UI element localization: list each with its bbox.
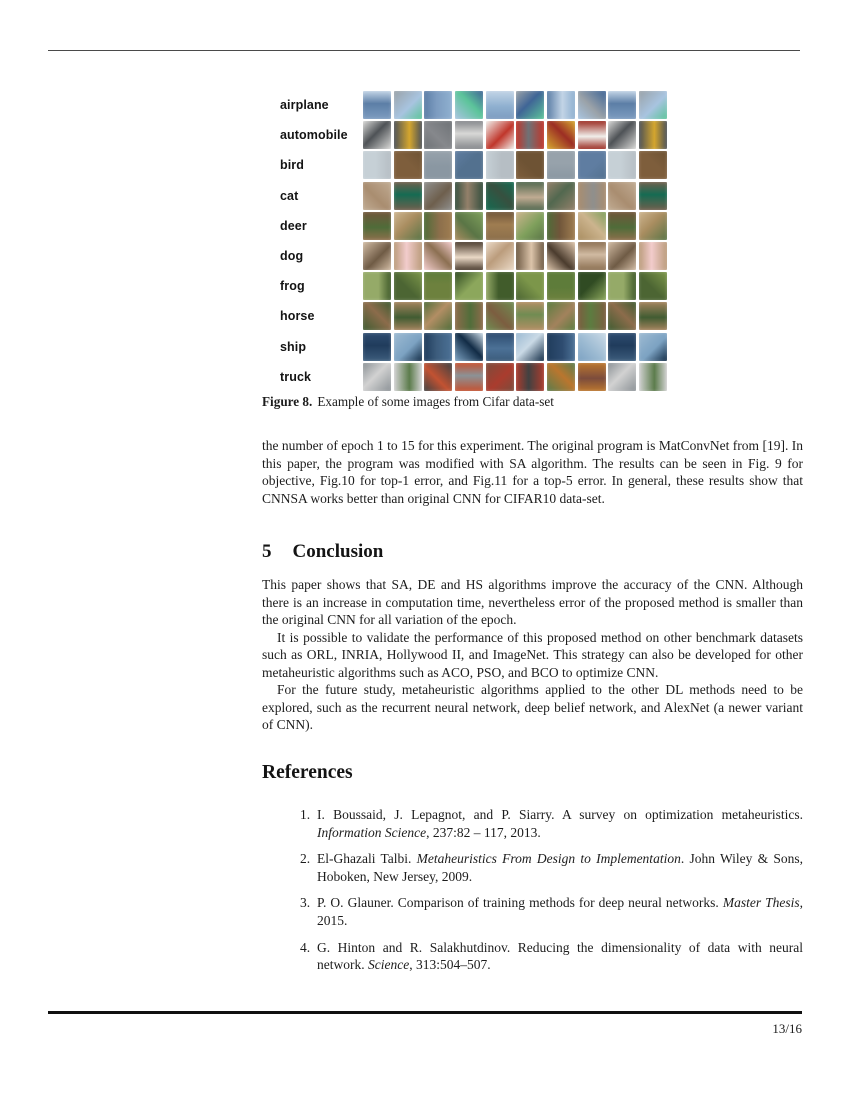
cifar-thumbnail	[486, 363, 514, 391]
thumbnail-strip	[363, 333, 667, 361]
cifar-thumbnail	[424, 333, 452, 361]
cifar-thumbnail	[455, 182, 483, 210]
conclusion-text	[262, 576, 803, 734]
reference-item	[262, 806, 803, 841]
cifar-thumbnail	[608, 333, 636, 361]
class-label: deer	[280, 218, 307, 233]
cifar-thumbnail	[608, 363, 636, 391]
reference-venue: Metaheuristics From Design to Implementation	[416, 851, 681, 867]
cifar-thumbnail	[394, 242, 422, 270]
cifar-thumbnail	[516, 151, 544, 179]
cifar-thumbnail	[578, 151, 606, 179]
figure-row	[280, 91, 667, 119]
thumbnail-strip	[363, 302, 667, 330]
cifar-thumbnail	[639, 302, 667, 330]
cifar-thumbnail	[639, 333, 667, 361]
references-list	[262, 806, 803, 983]
figure-caption	[262, 394, 803, 410]
cifar-thumbnail	[486, 242, 514, 270]
reference-text: I. Boussaid, J. Lepagnot, and P. Siarry. A survey on optimization metaheuristics.	[317, 807, 803, 822]
figure-row	[280, 121, 667, 149]
cifar-thumbnail	[547, 182, 575, 210]
class-label: dog	[280, 248, 304, 263]
header-rule	[48, 50, 800, 51]
cifar-thumbnail	[516, 302, 544, 330]
cifar-thumbnail	[424, 242, 452, 270]
cifar-thumbnail	[608, 91, 636, 119]
class-label: cat	[280, 188, 299, 203]
cifar-thumbnail	[424, 363, 452, 391]
figure-row	[280, 333, 667, 361]
cifar-thumbnail	[578, 91, 606, 119]
cifar-thumbnail	[608, 212, 636, 240]
cifar-thumbnail	[547, 363, 575, 391]
section-title: Conclusion	[292, 541, 384, 562]
cifar-thumbnail	[363, 151, 391, 179]
reference-text: , 237:82 – 117, 2013.	[426, 824, 541, 840]
cifar-thumbnail	[424, 91, 452, 119]
thumbnail-strip	[363, 121, 667, 149]
cifar-thumbnail	[455, 242, 483, 270]
cifar-thumbnail	[363, 91, 391, 119]
references-heading: References	[262, 762, 353, 783]
reference-text: , 313:504–507.	[409, 957, 491, 973]
figure-row	[280, 363, 667, 391]
cifar-thumbnail	[394, 363, 422, 391]
cifar-thumbnail	[547, 272, 575, 300]
cifar-thumbnail	[578, 182, 606, 210]
cifar-thumbnail	[455, 333, 483, 361]
cifar-thumbnail	[486, 333, 514, 361]
cifar-thumbnail	[394, 121, 422, 149]
cifar-thumbnail	[455, 121, 483, 149]
cifar-thumbnail	[455, 212, 483, 240]
footer-rule	[48, 1011, 802, 1014]
reference-number: 2.	[300, 851, 311, 867]
reference-text: G. Hinton and R. Salakhutdinov. Reducing the dimensionality of data with neural network.	[317, 939, 803, 973]
cifar-thumbnail	[363, 121, 391, 149]
reference-venue: Information Science	[317, 824, 427, 840]
cifar-thumbnail	[639, 121, 667, 149]
reference-number: 3.	[300, 895, 311, 911]
cifar-thumbnail	[394, 212, 422, 240]
cifar-thumbnail	[455, 302, 483, 330]
cifar-thumbnail	[516, 121, 544, 149]
cifar-thumbnail	[394, 91, 422, 119]
cifar-thumbnail	[639, 363, 667, 391]
cifar-thumbnail	[363, 242, 391, 270]
cifar-thumbnail	[363, 302, 391, 330]
cifar-thumbnail	[394, 333, 422, 361]
paragraph: For the future study, metaheuristic algorithms applied to the other DL methods need to be explored, such as the recurrent neural network, deep belief network, and AlexNet (a newer variant of CNN).	[262, 682, 803, 732]
thumbnail-strip	[363, 182, 667, 210]
reference-venue: Master Thesis	[722, 895, 800, 911]
cifar-thumbnail	[516, 91, 544, 119]
section-number: 5	[262, 541, 272, 562]
class-label: airplane	[280, 98, 329, 112]
cifar-thumbnail	[578, 272, 606, 300]
cifar-thumbnail	[578, 363, 606, 391]
reference-number: 1.	[300, 807, 311, 822]
cifar-thumbnail	[424, 272, 452, 300]
cifar-thumbnail	[516, 182, 544, 210]
cifar-figure	[280, 91, 667, 393]
cifar-thumbnail	[455, 363, 483, 391]
section-heading-conclusion	[262, 541, 383, 563]
cifar-thumbnail	[547, 212, 575, 240]
cifar-thumbnail	[578, 302, 606, 330]
cifar-thumbnail	[578, 333, 606, 361]
cifar-thumbnail	[639, 182, 667, 210]
class-label: truck	[280, 369, 312, 384]
cifar-thumbnail	[639, 91, 667, 119]
cifar-thumbnail	[363, 272, 391, 300]
class-label: ship	[280, 339, 307, 354]
figure-caption-text: Example of some images from Cifar data-set	[317, 394, 554, 409]
figure-row	[280, 151, 667, 179]
cifar-thumbnail	[363, 363, 391, 391]
cifar-thumbnail	[486, 302, 514, 330]
cifar-thumbnail	[639, 151, 667, 179]
cifar-thumbnail	[578, 121, 606, 149]
cifar-thumbnail	[608, 182, 636, 210]
cifar-thumbnail	[639, 212, 667, 240]
page-number: 13/16	[772, 1021, 802, 1036]
figure-row	[280, 272, 667, 300]
cifar-thumbnail	[608, 302, 636, 330]
figure-row	[280, 182, 667, 210]
cifar-thumbnail	[578, 242, 606, 270]
cifar-thumbnail	[608, 121, 636, 149]
paragraph-intro: the number of epoch 1 to 15 for this experiment. The original program is MatConvNet from [19]. In this paper, the program was modified with SA algorithm. The results can be seen in Fig. 9 for objective, Fig.10 for top-1 error, and Fig.11 for a top-5 error. In general, these results show that CNNSA works better than original CNN for CIFAR10 data-set.	[262, 438, 803, 506]
cifar-thumbnail	[455, 151, 483, 179]
cifar-thumbnail	[516, 212, 544, 240]
class-label: bird	[280, 158, 305, 173]
cifar-thumbnail	[486, 272, 514, 300]
cifar-thumbnail	[486, 151, 514, 179]
cifar-thumbnail	[578, 212, 606, 240]
cifar-thumbnail	[516, 272, 544, 300]
figure-row	[280, 242, 667, 270]
reference-text: El-Ghazali Talbi.	[317, 851, 417, 867]
cifar-thumbnail	[547, 333, 575, 361]
cifar-thumbnail	[639, 242, 667, 270]
thumbnail-strip	[363, 242, 667, 270]
paragraph: This paper shows that SA, DE and HS algorithms improve the accuracy of the CNN. Although there is an increase in computation time, nevertheless error of the proposed method is smaller than the original CNN for all variation of the epoch.	[262, 577, 803, 627]
cifar-thumbnail	[547, 121, 575, 149]
cifar-thumbnail	[455, 272, 483, 300]
thumbnail-strip	[363, 151, 667, 179]
class-label: frog	[280, 279, 305, 294]
reference-item	[262, 894, 803, 929]
cifar-thumbnail	[547, 91, 575, 119]
reference-text: , 2015.	[317, 895, 803, 928]
thumbnail-strip	[363, 272, 667, 300]
figure-row	[280, 212, 667, 240]
cifar-thumbnail	[486, 121, 514, 149]
cifar-thumbnail	[516, 242, 544, 270]
cifar-thumbnail	[486, 212, 514, 240]
cifar-thumbnail	[516, 363, 544, 391]
cifar-thumbnail	[363, 212, 391, 240]
cifar-thumbnail	[424, 151, 452, 179]
cifar-thumbnail	[516, 333, 544, 361]
thumbnail-strip	[363, 91, 667, 119]
cifar-thumbnail	[608, 272, 636, 300]
cifar-thumbnail	[394, 272, 422, 300]
cifar-thumbnail	[363, 333, 391, 361]
cifar-thumbnail	[608, 151, 636, 179]
cifar-thumbnail	[424, 121, 452, 149]
cifar-thumbnail	[639, 272, 667, 300]
reference-venue: Science	[368, 957, 410, 973]
cifar-thumbnail	[455, 91, 483, 119]
cifar-thumbnail	[547, 242, 575, 270]
reference-text: . John Wiley & Sons, Hoboken, New Jersey, 2009.	[317, 851, 804, 884]
thumbnail-strip	[363, 363, 667, 391]
reference-text: P. O. Glauner. Comparison of training methods for deep neural networks.	[317, 895, 723, 911]
class-label: automobile	[280, 128, 348, 143]
cifar-thumbnail	[424, 182, 452, 210]
cifar-thumbnail	[547, 151, 575, 179]
cifar-thumbnail	[424, 302, 452, 330]
reference-number: 4.	[300, 939, 311, 955]
cifar-thumbnail	[424, 212, 452, 240]
cifar-thumbnail	[394, 302, 422, 330]
cifar-thumbnail	[394, 151, 422, 179]
reference-item	[262, 850, 803, 885]
figure-row	[280, 302, 667, 330]
cifar-thumbnail	[547, 302, 575, 330]
class-label: horse	[280, 309, 315, 324]
thumbnail-strip	[363, 212, 667, 240]
paragraph: It is possible to validate the performance of this proposed method on other benchmark datasets such as ORL, INRIA, Hollywood II, and ImageNet. This strategy can also be developed for other metaheuristic algorithms such as ACO, PSO, and BCO to optimize CNN.	[262, 629, 803, 680]
cifar-thumbnail	[486, 182, 514, 210]
figure-caption-label: Figure 8.	[262, 394, 313, 409]
cifar-thumbnail	[363, 182, 391, 210]
cifar-thumbnail	[608, 242, 636, 270]
cifar-thumbnail	[394, 182, 422, 210]
reference-item	[262, 939, 803, 974]
cifar-thumbnail	[486, 91, 514, 119]
